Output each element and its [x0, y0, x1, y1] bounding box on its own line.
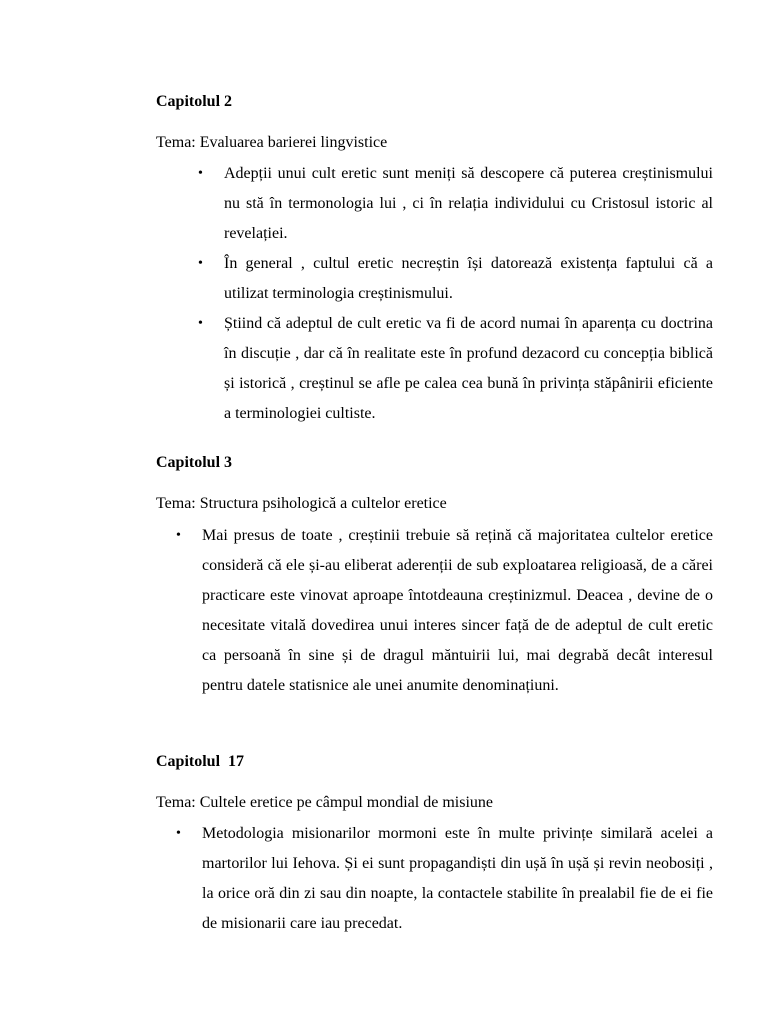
chapter-3-theme: Tema: Structura psihologică a cultelor eretice: [156, 495, 447, 512]
chapter-2-heading: Capitolul 2: [156, 93, 233, 110]
bullet-text: În general , cultul eretic necreștin își datorează existența faptului că a utilizat terminologia creștinismului.: [224, 255, 713, 302]
bullet-icon: •: [176, 528, 181, 543]
bullet-icon: •: [198, 256, 203, 271]
list-item: [198, 159, 713, 249]
chapter-2-theme: Tema: Evaluarea barierei lingvistice: [156, 134, 388, 151]
chapter-2-bullet-list: [198, 159, 713, 429]
bullet-text: Metodologia misionarilor mormoni este în multe privințe similară acelei a martorilor lui Iehova. Și ei sunt propagandiști din ușă în ușă și revin neobosiți , la orice oră din zi sau din noapte, la contactele stabilite în prealabil fie de ei fie de misionarii care iau precedat.: [202, 825, 713, 932]
bullet-icon: •: [198, 316, 203, 331]
bullet-text: Adepții unui cult eretic sunt meniți să descopere că puterea creștinismului nu stă în termonologia lui , ci în relația individului cu Cristosul istoric al revelației.: [224, 165, 713, 242]
chapter-17-heading: Capitolul 17: [156, 753, 245, 770]
bullet-icon: •: [176, 826, 181, 841]
list-item: [198, 249, 713, 309]
list-item: [176, 521, 713, 701]
chapter-3-bullet-list: [176, 521, 713, 701]
list-item: [176, 819, 713, 939]
chapter-17-bullet-list: [176, 819, 713, 939]
bullet-text: Mai presus de toate , creștinii trebuie să rețină că majoritatea cultelor eretice consideră că ele și-au eliberat aderenții de sub exploatarea religioasă, de a cărei practicare este vinovat aproape întotdeauna creștinizmul. Deacea , devine de o necesitate vitală dovedirea unui interes sincer față de de adeptul de cult eretic ca persoană în sine și de dragul măntuirii lui, mai degrabă decât interesul pentru datele statisnice ale unei anumite denominațiuni.: [202, 527, 713, 694]
list-item: [198, 309, 713, 429]
bullet-text: Știind că adeptul de cult eretic va fi de acord numai în aparența cu doctrina în discuție , dar că în realitate este în profund dezacord cu concepția biblică și istorică , creștinul se afle pe calea cea bună în privința stăpânirii eficiente a terminologiei cultiste.: [224, 315, 713, 422]
chapter-3-heading: Capitolul 3: [156, 454, 233, 471]
bullet-icon: •: [198, 166, 203, 181]
chapter-17-theme: Tema: Cultele eretice pe câmpul mondial de misiune: [156, 794, 493, 811]
